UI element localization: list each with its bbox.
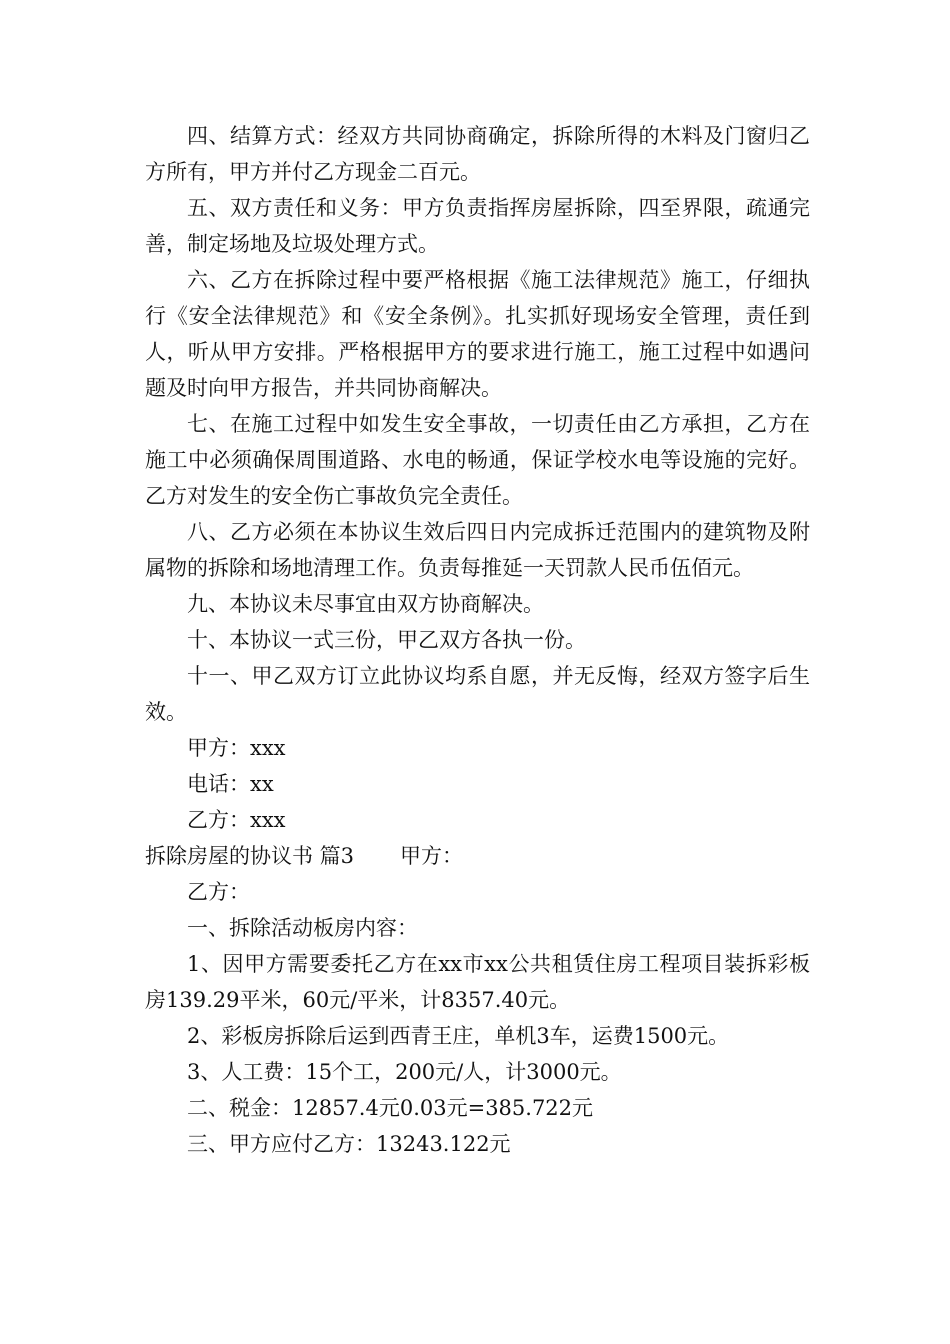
party-b-line: 乙方： [187, 880, 250, 904]
section-heading [145, 838, 810, 874]
section-title: 拆除房屋的协议书 篇3 [145, 844, 355, 868]
section-party-a: 甲方： [400, 844, 464, 868]
clause-11: 十一、甲乙双方订立此协议均系自愿，并无反悔，经双方签字后生效。 [145, 664, 810, 724]
clause-7: 七、在施工过程中如发生安全事故，一切责任由乙方承担，乙方在施工中必须确保周围道路、水电的畅通，保证学校水电等设施的完好。乙方对发生的安全伤亡事故负完全责任。 [145, 412, 810, 508]
item-2-tax: 二、税金：12857.4元0.03元=385.722元 [187, 1096, 594, 1120]
clause-5: 五、双方责任和义务：甲方负责指挥房屋拆除，四至界限，疏通完善，制定场地及垃圾处理方式。 [145, 196, 810, 256]
clause-4: 四、结算方式：经双方共同协商确定，拆除所得的木料及门窗归乙方所有，甲方并付乙方现金二百元。 [145, 124, 810, 184]
item-1-2: 2、彩板房拆除后运到西青王庄，单机3车，运费1500元。 [187, 1024, 730, 1048]
item-1-1: 1、因甲方需要委托乙方在xx市xx公共租赁住房工程项目装拆彩板房139.29平米，60元/平米，计8357.40元。 [145, 952, 810, 1012]
clause-10: 十、本协议一式三份，甲乙双方各执一份。 [187, 628, 586, 652]
clause-9: 九、本协议未尽事宜由双方协商解决。 [187, 592, 544, 616]
item-1-heading: 一、拆除活动板房内容： [187, 916, 418, 940]
clause-8: 八、乙方必须在本协议生效后四日内完成拆迁范围内的建筑物及附属物的拆除和场地清理工作。负责每推延一天罚款人民币伍佰元。 [145, 520, 810, 580]
item-3-total: 三、甲方应付乙方：13243.122元 [187, 1132, 511, 1156]
phone-line: 电话：xx [187, 772, 274, 796]
document-body [145, 118, 810, 1162]
clause-6: 六、乙方在拆除过程中要严格根据《施工法律规范》施工，仔细执行《安全法律规范》和《安全条例》。扎实抓好现场安全管理，责任到人，听从甲方安排。严格根据甲方的要求进行施工，施工过程中如遇问题及时向甲方报告，并共同协商解决。 [145, 268, 810, 400]
item-1-3: 3、人工费：15个工，200元/人，计3000元。 [187, 1060, 622, 1084]
party-b-signature: 乙方：xxx [187, 808, 286, 832]
party-a-signature: 甲方：xxx [187, 736, 286, 760]
